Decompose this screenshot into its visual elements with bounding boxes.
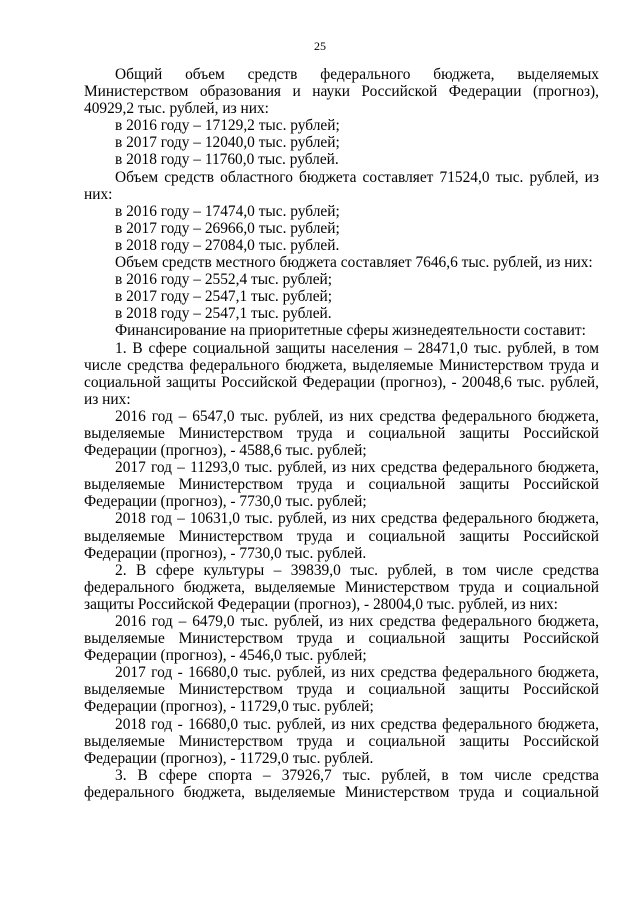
paragraph-regional-budget-total: Объем средств областного бюджета составляет 71524,0 тыс. рублей, из них: xyxy=(84,168,599,203)
paragraph-local-budget-total: Объем средств местного бюджета составляет 7646,6 тыс. рублей, из них: xyxy=(115,254,593,272)
paragraph-local-2017: в 2017 году – 2547,1 тыс. рублей; xyxy=(115,288,333,306)
paragraph-local-2018: в 2018 году – 2547,1 тыс. рублей. xyxy=(115,305,332,323)
paragraph-local-2016: в 2016 году – 2552,4 тыс. рублей; xyxy=(115,271,333,289)
paragraph-sport: 3. В сфере спорта – 37926,7 тыс. рублей, в том числе средства федерального бюджета, выделяемые Министерством труда и социальной xyxy=(84,766,599,801)
paragraph-regional-2017: в 2017 году – 26966,0 тыс. рублей; xyxy=(115,219,340,237)
paragraph-federal-2017: в 2017 году – 12040,0 тыс. рублей; xyxy=(115,134,340,152)
paragraph-social-protection: 1. В сфере социальной защиты населения – 28471,0 тыс. рублей, в том числе средства федерального бюджета, выделяемые Министерством труда и социальной защиты Российской Федерации (прогноз), - 20048,6 тыс. рублей, из них: xyxy=(84,339,599,408)
paragraph-culture-2018: 2018 год - 16680,0 тыс. рублей, из них средства федерального бюджета, выделяемые Министерством труда и социальной защиты Российской Федерации (прогноз), - 11729,0 тыс. рублей. xyxy=(84,715,599,767)
paragraph-social-2017: 2017 год – 11293,0 тыс. рублей, из них средства федерального бюджета, выделяемые Министерством труда и социальной защиты Российской Федерации (прогноз), - 7730,0 тыс. рублей; xyxy=(84,459,599,511)
paragraph-regional-2018: в 2018 году – 27084,0 тыс. рублей. xyxy=(115,236,340,254)
paragraph-federal-2018: в 2018 году – 11760,0 тыс. рублей. xyxy=(115,151,339,169)
paragraph-social-2018: 2018 год – 10631,0 тыс. рублей, из них средства федерального бюджета, выделяемые Министерством труда и социальной защиты Российской Федерации (прогноз), - 7730,0 тыс. рублей. xyxy=(84,510,599,562)
paragraph-culture-2016: 2016 год – 6479,0 тыс. рублей, из них средства федерального бюджета, выделяемые Министерством труда и социальной защиты Российской Федерации (прогноз), - 4546,0 тыс. рублей; xyxy=(84,613,599,665)
paragraph-social-2016: 2016 год – 6547,0 тыс. рублей, из них средства федерального бюджета, выделяемые Министерством труда и социальной защиты Российской Федерации (прогноз), - 4588,6 тыс. рублей; xyxy=(84,407,599,460)
paragraph-priority-spheres: Финансирование на приоритетные сферы жизнедеятельности составит: xyxy=(115,322,586,340)
paragraph-regional-2016: в 2016 году – 17474,0 тыс. рублей; xyxy=(115,202,340,220)
paragraph-federal-2016: в 2016 году – 17129,2 тыс. рублей; xyxy=(115,117,340,135)
document-body xyxy=(84,66,599,801)
paragraph-culture: 2. В сфере культуры – 39839,0 тыс. рублей, в том числе средства федерального бюджета, выделяемые Министерством труда и социальной защиты Российской Федерации (прогноз), - 28004,0 тыс. рублей, из них: xyxy=(84,561,599,613)
page-number: 25 xyxy=(314,39,326,53)
paragraph-culture-2017: 2017 год - 16680,0 тыс. рублей, из них средства федерального бюджета, выделяемые Министерством труда и социальной защиты Российской Федерации (прогноз), - 11729,0 тыс. рублей; xyxy=(84,664,599,716)
paragraph-federal-budget-total: Общий объем средств федерального бюджета, выделяемых Министерством образования и науки Российской Федерации (прогноз), 40929,2 тыс. рублей, из них: xyxy=(84,66,599,118)
